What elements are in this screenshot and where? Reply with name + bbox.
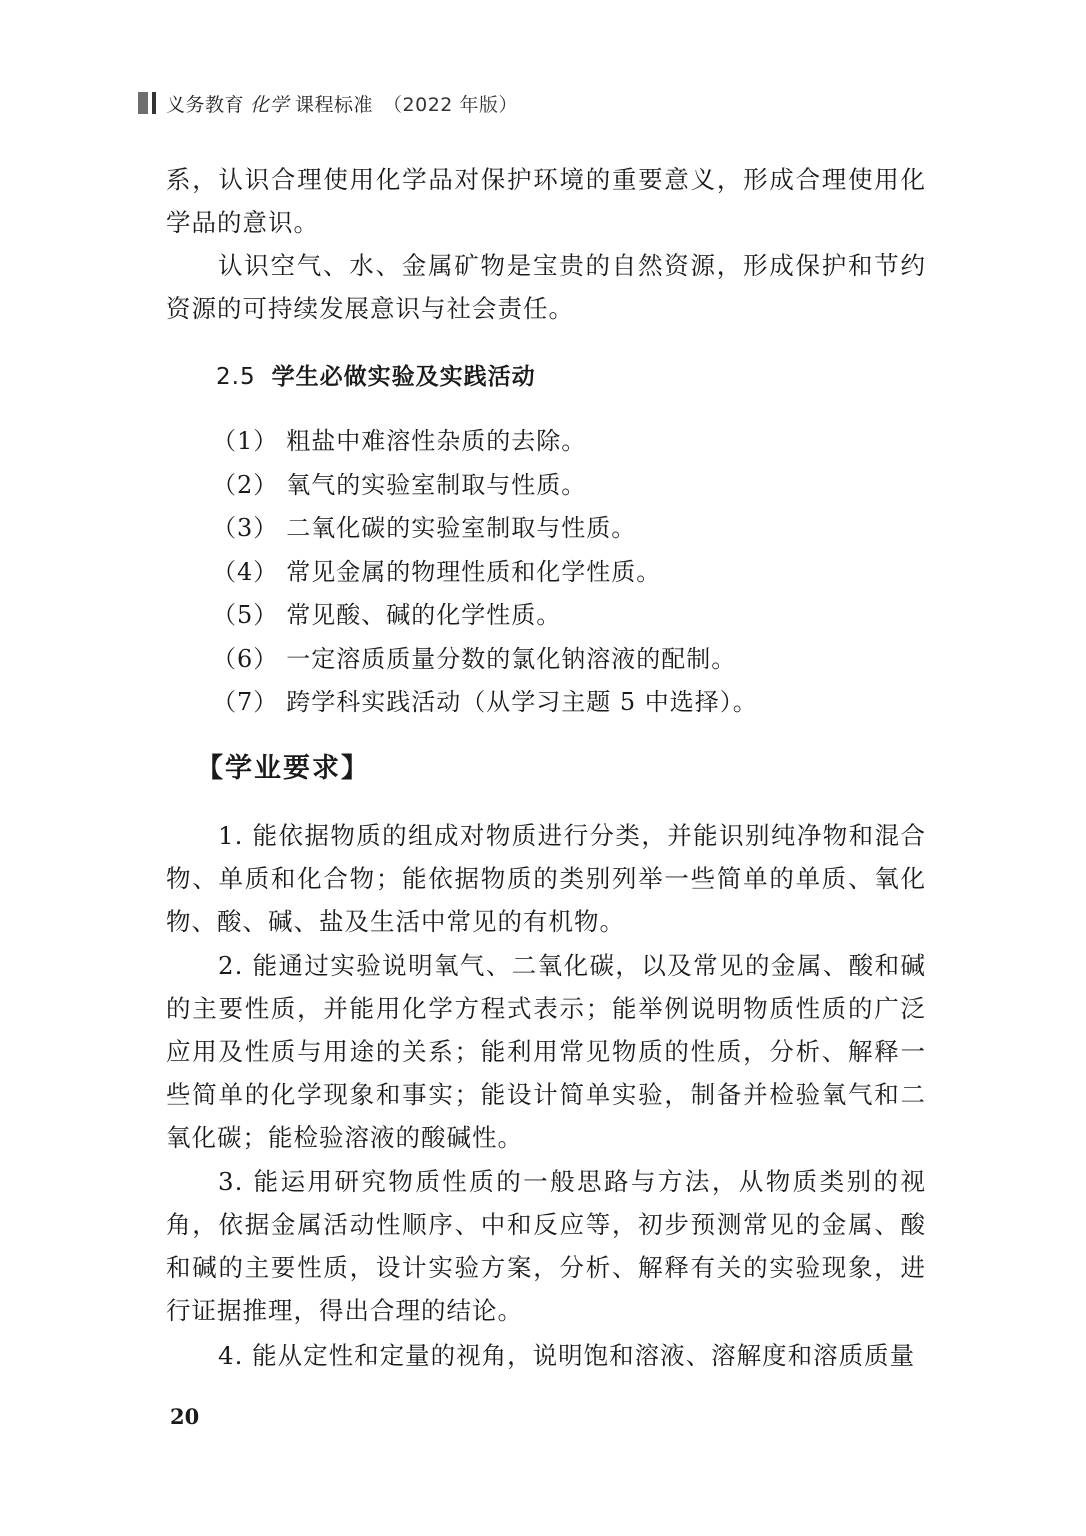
section-title: 学生必做实验及实践活动 xyxy=(271,364,536,390)
list-item-number: （5） xyxy=(212,601,279,629)
header-title xyxy=(166,90,518,117)
list-item-number: （4） xyxy=(212,557,279,586)
header-title-part1: 义务教育 xyxy=(166,93,245,116)
header-edition: （2022 年版） xyxy=(383,93,518,116)
list-item-number: （2） xyxy=(212,470,279,499)
list-item-text: 常见酸、碱的化学性质。 xyxy=(286,601,562,629)
header-subject: 化学 xyxy=(250,93,290,116)
list-item-number: （6） xyxy=(212,644,279,673)
list-item-text: 氧气的实验室制取与性质。 xyxy=(286,470,587,499)
list-item xyxy=(212,551,758,595)
intro-paragraph-1: 系，认识合理使用化学品对保护环境的重要意义，形成合理使用化学品的意识。 xyxy=(166,165,926,237)
section-heading xyxy=(216,358,536,391)
requirements-heading: 【学业要求】 xyxy=(196,753,370,784)
list-item xyxy=(212,464,758,508)
list-item-number: （3） xyxy=(212,514,279,542)
requirement-paragraph-2: 2. 能通过实验说明氧气、二氧化碳，以及常见的金属、酸和碱的主要性质，并能用化学方程式表示；能举例说明物质性质的广泛应用及性质与用途的关系；能利用常见物质的性质，分析、解释一些简单的化学现象和事实；能设计简单实验，制备并检验氧气和二氧化碳；能检验溶液的酸碱性。 xyxy=(166,951,926,1152)
list-item xyxy=(212,681,758,725)
intro-paragraph-2: 认识空气、水、金属矿物是宝贵的自然资源，形成保护和节约资源的可持续发展意识与社会责任。 xyxy=(166,251,926,323)
requirement-paragraph-1: 1. 能依据物质的组成对物质进行分类，并能识别纯净物和混合物、单质和化合物；能依据物质的类别列举一些简单的单质、氧化物、酸、碱、盐及生活中常见的有机物。 xyxy=(166,821,926,936)
list-item-text: 常见金属的物理性质和化学性质。 xyxy=(286,557,662,586)
experiment-list xyxy=(212,420,758,725)
list-item-number: （7） xyxy=(212,688,279,716)
list-item xyxy=(212,420,758,464)
list-item-text: 跨学科实践活动（从学习主题 5 中选择）。 xyxy=(286,688,758,716)
header-title-part2: 课程标准 xyxy=(295,93,374,116)
list-item xyxy=(212,638,758,682)
list-item-text: 二氧化碳的实验室制取与性质。 xyxy=(286,514,637,542)
requirement-paragraph-4: 4. 能从定性和定量的视角，说明饱和溶液、溶解度和溶质质量 xyxy=(218,1341,916,1370)
requirement-paragraph-3: 3. 能运用研究物质性质的一般思路与方法，从物质类别的视角，依据金属活动性顺序、中和反应等，初步预测常见的金属、酸和碱的主要性质，设计实验方案，分析、解释有关的实验现象，进行证据推理，得出合理的结论。 xyxy=(166,1167,926,1325)
running-header xyxy=(138,90,518,116)
header-marker-icon xyxy=(138,92,156,114)
page-number: 20 xyxy=(170,1404,200,1429)
list-item xyxy=(212,594,758,638)
list-item-text: 粗盐中难溶性杂质的去除。 xyxy=(286,427,587,455)
list-item-number: （1） xyxy=(212,427,279,455)
section-number: 2.5 xyxy=(216,364,256,390)
list-item xyxy=(212,507,758,551)
list-item-text: 一定溶质质量分数的氯化钠溶液的配制。 xyxy=(286,644,737,673)
